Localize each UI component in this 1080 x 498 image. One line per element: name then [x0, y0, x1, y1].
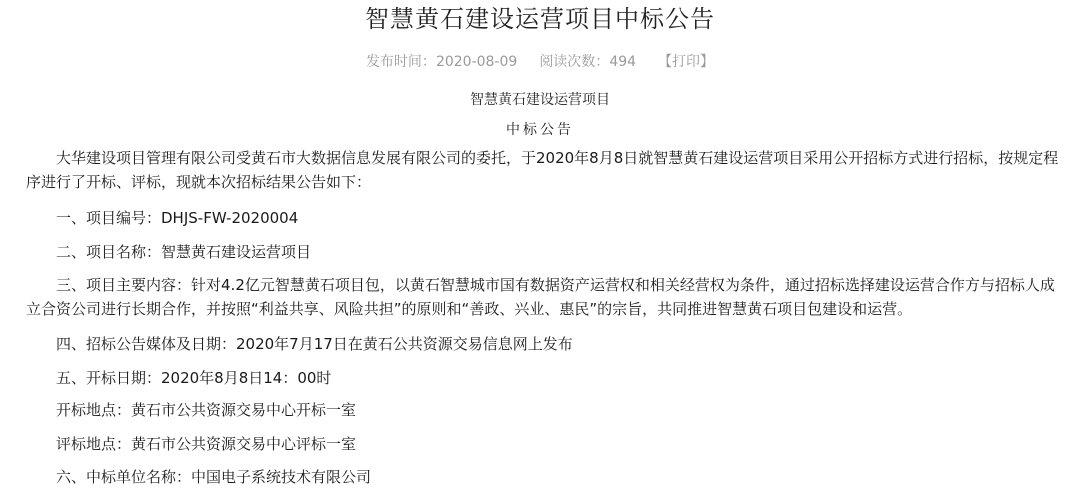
notice-subtitle: 中标公告	[506, 122, 574, 138]
project-subtitle: 智慧黄石建设运营项目	[470, 92, 610, 108]
opening-location: 开标地点：黄石市公共资源交易中心开标一室	[56, 401, 357, 419]
article-meta	[0, 52, 1080, 72]
evaluation-location: 评标地点：黄石市公共资源交易中心评标一室	[56, 435, 357, 453]
read-count-label: 阅读次数：	[539, 54, 610, 70]
item-opening-date: 五、开标日期：2020年8月8日14：00时	[56, 369, 332, 387]
item-project-name: 二、项目名称：智慧黄石建设运营项目	[56, 243, 312, 261]
intro-paragraph: 大华建设项目管理有限公司受黄石市大数据信息发展有限公司的委托，于2020年8月8日就智慧黄石建设运营项目采用公开招标方式进行招标，按规定程序进行了开标、评标，现就本次招标结果公告如下：	[26, 149, 1059, 191]
item-announcement-media: 四、招标公告媒体及日期：2020年7月17日在黄石公共资源交易信息网上发布	[56, 335, 573, 353]
publish-date: 2020-08-09	[435, 54, 518, 70]
print-link[interactable]: 【打印】	[658, 54, 715, 70]
page-title: 智慧黄石建设运营项目中标公告	[365, 5, 715, 33]
read-count: 494	[609, 54, 637, 70]
item-winning-bidder: 六、中标单位名称：中国电子系统技术有限公司	[56, 468, 372, 486]
item-project-number: 一、项目编号：DHJS-FW-2020004	[56, 209, 299, 227]
item-project-content: 三、项目主要内容：针对4.2亿元智慧黄石项目包，以黄石智慧城市国有数据资产运营权和相关经营权为条件，通过招标选择建设运营合作方与招标人成立合资公司进行长期合作，并按照“利益共享、风险共担”的原则和“善政、兴业、惠民”的宗旨，共同推进智慧黄石项目包建设和运营。	[26, 276, 1055, 318]
publish-time-label: 发布时间：	[365, 54, 436, 70]
